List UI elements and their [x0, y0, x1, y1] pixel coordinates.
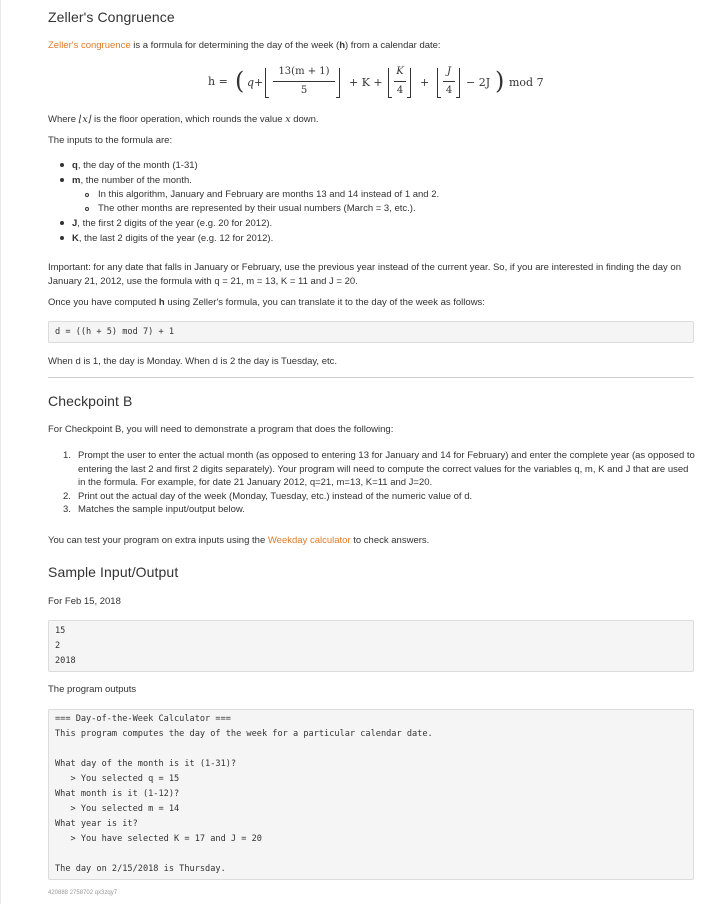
sample-date: For Feb 15, 2018 — [48, 596, 121, 607]
sample-output-code-block: === Day-of-the-Week Calculator === This program computes the day of the week for a particular calendar date. What day of the month is it (1-31)? > You selected q = 15 What month is it (1-12)? > You selected m = 14 What year is it? > You have selected K = 17 and J = 20 The day on 2/15/2018 is Thursday. — [48, 709, 694, 880]
translate-paragraph: Once you have computed h using Zeller's formula, you can translate it to the day of the week as follows: — [48, 297, 485, 308]
list-item-m: m, the number of the month. In this algorithm, January and February are months 13 and 14 instead of 1 and 2. The other months are represented by their usual numbers (March = 3, etc.). — [59, 173, 439, 216]
page-title: Zeller's Congruence — [48, 9, 175, 25]
sample-input-code-block: 15 2 2018 — [48, 620, 694, 672]
sub-item-months-13-14: In this algorithm, January and February are months 13 and 14 instead of 1 and 2. — [84, 188, 439, 202]
checkpoint-intro: For Checkpoint B, you will need to demonstrate a program that does the following: — [48, 424, 394, 435]
zellers-congruence-link[interactable]: Zeller's congruence — [48, 40, 131, 51]
list-item-q: q, the day of the month (1-31) — [59, 158, 439, 173]
important-note: Important: for any date that falls in January or February, use the previous year instead of the current year. So, if you are interested in finding the day on January 21, 2012, use the formula with q = 21, m = 13, K = 11 and J = 20. — [48, 262, 681, 287]
floor-note: Where ⌊x⌋ is the floor operation, which rounds the value x down. — [48, 114, 319, 125]
section-divider — [48, 377, 694, 378]
sample-title: Sample Input/Output — [48, 564, 179, 580]
intro-paragraph: Zeller's congruence is a formula for determining the day of the week (h) from a calendar date: — [48, 40, 441, 51]
requirement-3: 3. Matches the sample input/output below. — [63, 504, 245, 515]
test-paragraph: You can test your program on extra inputs using the Weekday calculator to check answers. — [48, 535, 430, 546]
inputs-intro: The inputs to the formula are: — [48, 135, 173, 146]
requirement-2: 2. Print out the actual day of the week (Monday, Tuesday, etc.) instead of the numeric value of d. — [63, 490, 473, 502]
sub-item-usual-months: The other months are represented by their usual numbers (March = 3, etc.). — [84, 202, 439, 216]
document-page: Zeller's Congruence Zeller's congruence is a formula for determining the day of the week (h) from a calendar date: h = ( q+ 13(m + 1) 5 + K + K 4 + J 4 − 2J ) mod 7 Where ⌊x⌋ is the floor operation, which rounds the value x down. The inputs to the formula are: q, the day of the month (1-31) m, the number of the month. In this algorithm, January and February are months 13 and 14 instead of 1 and 2. The other months are represented by their usual numbers (March = 3, etc.). J, the first 2 digits of the year (e.g. 20 for 2012). K, the last 2 digits of the year (e.g. 12 for 2012). Important: for any date that falls in January or February, use the previous year instead of the current year. So, if you are interested in finding the day on January 21, 2012, use the formula with q = 21, m = 13, K = 11 and J = 20. Once you have computed h using Zeller's formula, you can translate it to the day of the week as follows: d = ((h + 5) mod 7) + 1 When d is 1, the day is Monday. When d is 2 the day is Tuesday, etc. Checkpoint B For Checkpoint B, you will need to demonstrate a program that does the following: 1. Prompt the user to enter the actual month (as opposed to entering 13 for January and 14 for February) and enter the complete year (as opposed to entering the last 2 and first 2 digits separately). Your program will need to compute the correct values for the variables q, m, K and J that are used in the formula. For example, for date 21 January 2012, q=21, m=13, K=11 and J=20. 2. Print out the actual day of the week (Monday, Tuesday, etc.) instead of the numeric value of d. 3. Matches the sample input/output below. You can test your program on extra inputs using the Weekday calculator to check answers. Sample Input/Output For Feb 15, 2018 15 2 2018 The program outputs === Day-of-the-Week Calculator === This program computes the day of the week for a particular calendar date. What day of the month is it (1-31)? > You selected q = 15 What month is it (1-12)? > You selected m = 14 What year is it? > You have selected K = 17 and J = 20 The day on 2/15/2018 is Thursday. 420888 2758702 qx3zqy7 — [0, 0, 708, 904]
outputs-label: The program outputs — [48, 684, 137, 695]
weekday-calculator-link[interactable]: Weekday calculator — [267, 535, 351, 546]
checkpoint-requirements — [63, 449, 695, 517]
footer-id: 420888 2758702 qx3zqy7 — [48, 890, 118, 896]
checkpoint-title: Checkpoint B — [48, 393, 133, 409]
list-item-k: K, the last 2 digits of the year (e.g. 12 for 2012). — [59, 231, 439, 246]
inputs-list — [59, 158, 439, 246]
d-note: When d is 1, the day is Monday. When d is 2 the day is Tuesday, etc. — [48, 356, 338, 367]
d-formula-code-block: d = ((h + 5) mod 7) + 1 — [48, 321, 694, 343]
requirement-1: 1. Prompt the user to enter the actual month (as opposed to entering 13 for January and 14 for February) and enter the complete year (as opposed to entering the last 2 and first 2 digits separately). Your program will need to compute the correct values for the variables q, m, K and J that are used in the formula. For example, for date 21 January 2012, q=21, m=13, K=11 and J=20. — [63, 450, 695, 488]
list-item-j: J, the first 2 digits of the year (e.g. 20 for 2012). — [59, 216, 439, 231]
